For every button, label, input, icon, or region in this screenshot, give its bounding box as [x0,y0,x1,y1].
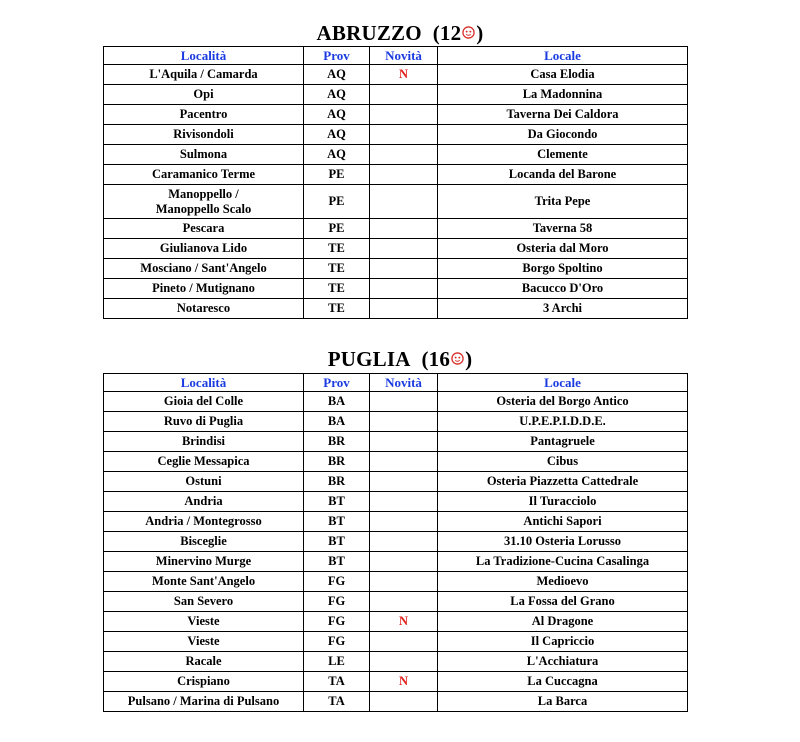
cell-prov: AQ [304,145,370,165]
cell-localita: Rivisondoli [104,125,304,145]
table-row [104,572,688,592]
cell-novita [370,279,438,299]
cell-prov: FG [304,592,370,612]
cell-prov: BT [304,552,370,572]
table-row [104,299,688,319]
cell-novita: N [370,672,438,692]
header-localita: Località [104,47,304,65]
cell-prov: TA [304,692,370,712]
cell-novita [370,239,438,259]
cell-novita [370,492,438,512]
table-row [104,125,688,145]
header-locale: Locale [438,47,688,65]
table-header-row [104,374,688,392]
region-count: (12 [432,21,462,45]
cell-locale: La Barca [438,692,688,712]
cell-prov: TE [304,259,370,279]
table-row [104,552,688,572]
cell-locale: Osteria del Borgo Antico [438,392,688,412]
cell-prov: AQ [304,85,370,105]
cell-localita: Pineto / Mutignano [104,279,304,299]
table-row [104,532,688,552]
cell-locale: Casa Elodia [438,65,688,85]
cell-prov: PE [304,219,370,239]
cell-locale: Taverna 58 [438,219,688,239]
table-row [104,185,688,219]
cell-locale: Medioevo [438,572,688,592]
cell-locale: La Tradizione-Cucina Casalinga [438,552,688,572]
cell-prov: BR [304,432,370,452]
section-title-puglia [0,347,800,371]
cell-localita: L'Aquila / Camarda [104,65,304,85]
table-row [104,472,688,492]
region-name: PUGLIA [327,347,411,371]
cell-novita [370,632,438,652]
table-row [104,145,688,165]
cell-prov: TE [304,299,370,319]
cell-localita: Vieste [104,612,304,632]
cell-novita [370,299,438,319]
michelin-bib-icon [451,352,464,365]
cell-localita: Pescara [104,219,304,239]
table-row [104,219,688,239]
cell-locale: Pantagruele [438,432,688,452]
cell-locale: 31.10 Osteria Lorusso [438,532,688,552]
table-row [104,279,688,299]
cell-prov: BT [304,492,370,512]
cell-localita: Monte Sant'Angelo [104,572,304,592]
cell-prov: PE [304,185,370,219]
table-row [104,432,688,452]
cell-prov: BA [304,412,370,432]
table-row [104,239,688,259]
cell-locale: Osteria dal Moro [438,239,688,259]
section-title-abruzzo [0,21,800,45]
cell-prov: BT [304,532,370,552]
table-row [104,672,688,692]
cell-localita: Minervino Murge [104,552,304,572]
cell-novita [370,512,438,532]
header-localita: Località [104,374,304,392]
cell-locale: Il Capriccio [438,632,688,652]
cell-localita: Manoppello / Manoppello Scalo [104,185,304,219]
cell-novita: N [370,65,438,85]
cell-novita [370,259,438,279]
cell-prov: TE [304,239,370,259]
cell-novita [370,552,438,572]
table-row [104,692,688,712]
header-novita: Novità [370,374,438,392]
cell-locale: Taverna Dei Caldora [438,105,688,125]
cell-localita: Racale [104,652,304,672]
cell-novita [370,392,438,412]
michelin-bib-icon [462,26,475,39]
region-count: (16 [421,347,451,371]
table-row [104,492,688,512]
cell-novita [370,432,438,452]
cell-novita [370,145,438,165]
cell-locale: Bacucco D'Oro [438,279,688,299]
cell-novita [370,85,438,105]
cell-prov: BA [304,392,370,412]
cell-prov: FG [304,572,370,592]
cell-prov: FG [304,632,370,652]
cell-localita: Notaresco [104,299,304,319]
cell-localita: Pacentro [104,105,304,125]
cell-novita [370,165,438,185]
header-prov: Prov [304,47,370,65]
cell-localita: Andria [104,492,304,512]
cell-locale: La Madonnina [438,85,688,105]
table-row [104,65,688,85]
cell-localita: Gioia del Colle [104,392,304,412]
table-row [104,85,688,105]
table-row [104,652,688,672]
cell-prov: AQ [304,125,370,145]
cell-prov: AQ [304,105,370,125]
cell-localita: Mosciano / Sant'Angelo [104,259,304,279]
cell-locale: Il Turacciolo [438,492,688,512]
cell-localita: Giulianova Lido [104,239,304,259]
table-header-row [104,47,688,65]
cell-locale: Da Giocondo [438,125,688,145]
region-count-close: ) [476,21,484,45]
cell-locale: Borgo Spoltino [438,259,688,279]
cell-novita [370,692,438,712]
cell-novita [370,472,438,492]
cell-localita: Brindisi [104,432,304,452]
cell-novita [370,219,438,239]
cell-novita [370,652,438,672]
table-row [104,612,688,632]
cell-locale: U.P.E.P.I.D.D.E. [438,412,688,432]
cell-locale: Al Dragone [438,612,688,632]
cell-novita [370,452,438,472]
region-name: ABRUZZO [316,21,422,45]
cell-prov: BT [304,512,370,532]
cell-locale: Locanda del Barone [438,165,688,185]
cell-prov: LE [304,652,370,672]
cell-localita: Ruvo di Puglia [104,412,304,432]
cell-novita [370,532,438,552]
cell-localita: Bisceglie [104,532,304,552]
table-row [104,632,688,652]
cell-locale: L'Acchiatura [438,652,688,672]
cell-novita [370,412,438,432]
cell-locale: Osteria Piazzetta Cattedrale [438,472,688,492]
cell-novita [370,105,438,125]
table-row [104,512,688,532]
cell-prov: AQ [304,65,370,85]
table-row [104,452,688,472]
cell-prov: TE [304,279,370,299]
cell-localita: Vieste [104,632,304,652]
cell-novita: N [370,612,438,632]
restaurant-table-abruzzo [103,46,688,319]
header-prov: Prov [304,374,370,392]
cell-localita: Pulsano / Marina di Pulsano [104,692,304,712]
cell-novita [370,572,438,592]
cell-localita: Crispiano [104,672,304,692]
table-row [104,592,688,612]
cell-novita [370,185,438,219]
cell-localita: Caramanico Terme [104,165,304,185]
cell-locale: Antichi Sapori [438,512,688,532]
cell-locale: Trita Pepe [438,185,688,219]
table-row [104,412,688,432]
cell-localita: Ceglie Messapica [104,452,304,472]
cell-novita [370,125,438,145]
cell-prov: BR [304,452,370,472]
cell-locale: Clemente [438,145,688,165]
restaurant-table-puglia [103,373,688,712]
cell-localita: Andria / Montegrosso [104,512,304,532]
cell-novita [370,592,438,612]
cell-prov: FG [304,612,370,632]
cell-locale: 3 Archi [438,299,688,319]
cell-localita: Opi [104,85,304,105]
region-count-close: ) [465,347,473,371]
cell-prov: TA [304,672,370,692]
table-row [104,392,688,412]
cell-localita: Sulmona [104,145,304,165]
cell-localita: Ostuni [104,472,304,492]
header-novita: Novità [370,47,438,65]
table-row [104,105,688,125]
cell-localita: San Severo [104,592,304,612]
cell-locale: Cibus [438,452,688,472]
cell-prov: BR [304,472,370,492]
cell-locale: La Cuccagna [438,672,688,692]
header-locale: Locale [438,374,688,392]
table-row [104,165,688,185]
cell-locale: La Fossa del Grano [438,592,688,612]
table-row [104,259,688,279]
cell-prov: PE [304,165,370,185]
